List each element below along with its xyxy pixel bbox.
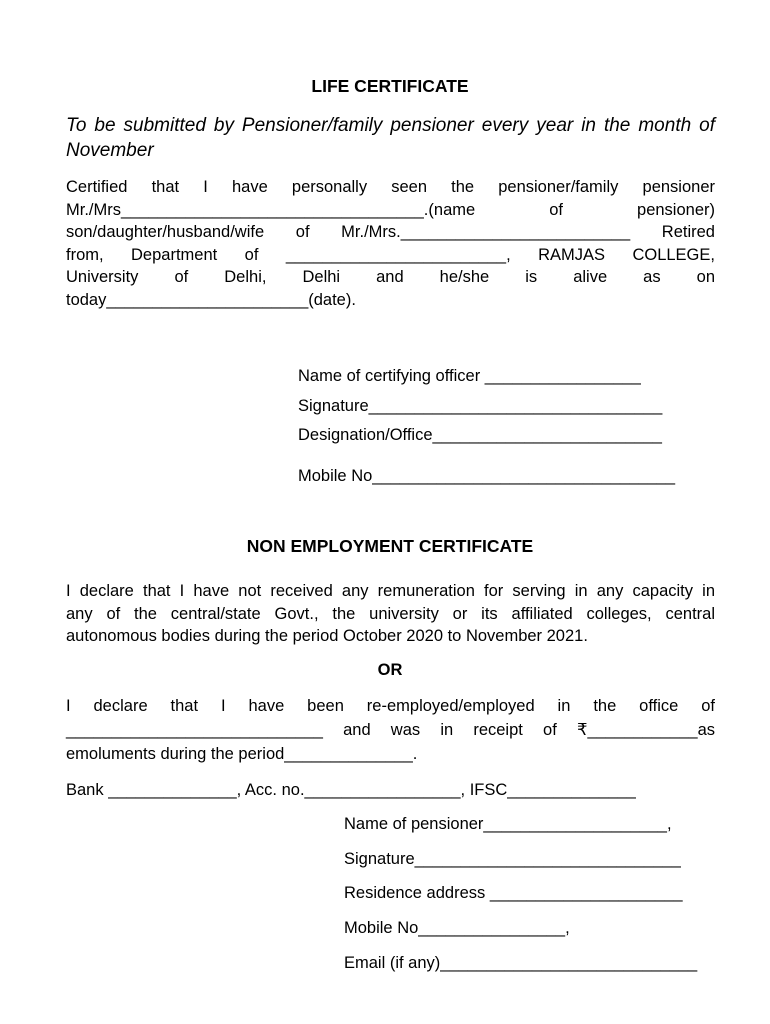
declaration-line: I declare that I have not received any remuneration for serving in any capacity in bbox=[66, 582, 715, 600]
declaration-line: autonomous bodies during the period October 2020 to November 2021. bbox=[66, 627, 588, 645]
non-employment-certificate-title: NON EMPLOYMENT CERTIFICATE bbox=[246, 536, 534, 556]
life-body-line: today______________________(date). bbox=[66, 291, 356, 309]
life-body-line: Mr./Mrs_________________________________.(name of pensioner) bbox=[66, 201, 715, 219]
certifying-officer-signature-field: Signature________________________________ bbox=[298, 397, 663, 415]
bank-details-line: Bank ______________, Acc. no._________________, IFSC______________ bbox=[66, 781, 636, 799]
certifying-officer-designation-field: Designation/Office_________________________ bbox=[298, 426, 662, 444]
life-certificate-title: LIFE CERTIFICATE bbox=[311, 76, 469, 96]
certifying-officer-name-field: Name of certifying officer _________________ bbox=[298, 367, 641, 385]
pensioner-mobile-field: Mobile No________________, bbox=[344, 919, 570, 937]
life-body-line: University of Delhi, Delhi and he/she is alive as on bbox=[66, 268, 715, 286]
life-body-line: from, Department of ________________________, RAMJAS COLLEGE, bbox=[66, 246, 715, 264]
alt-declaration-line: I declare that I have been re-employed/employed in the office of bbox=[66, 697, 715, 715]
declaration-line: any of the central/state Govt., the university or its affiliated colleges, central bbox=[66, 605, 715, 623]
or-separator: OR bbox=[377, 661, 403, 679]
pensioner-name-field: Name of pensioner____________________, bbox=[344, 815, 672, 833]
life-certificate-subtitle: To be submitted by Pensioner/family pensioner every year in the month of November bbox=[66, 115, 715, 161]
alt-declaration-line: ____________________________ and was in receipt of ₹____________as bbox=[66, 721, 715, 739]
alt-declaration-line: emoluments during the period______________. bbox=[66, 745, 418, 763]
pensioner-email-field: Email (if any)____________________________ bbox=[344, 954, 698, 972]
pensioner-address-field: Residence address _____________________ bbox=[344, 884, 683, 902]
life-body-line: Certified that I have personally seen the pensioner/family pensioner bbox=[66, 178, 715, 196]
certifying-officer-mobile-field: Mobile No_________________________________ bbox=[298, 467, 676, 485]
pensioner-signature-field: Signature_____________________________ bbox=[344, 850, 681, 868]
life-body-line: son/daughter/husband/wife of Mr./Mrs._________________________ Retired bbox=[66, 223, 715, 241]
